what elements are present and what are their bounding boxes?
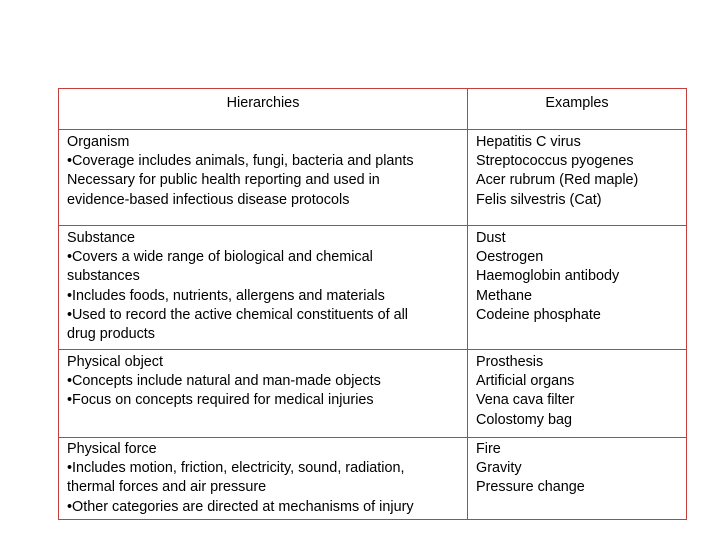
example-item: Vena cava filter xyxy=(476,392,575,409)
hierarchy-cell xyxy=(59,350,468,438)
examples-cell xyxy=(468,350,687,438)
example-item: Oestrogen xyxy=(476,249,544,266)
hierarchy-cell xyxy=(59,226,468,350)
description-line: •Used to record the active chemical constituents of all xyxy=(67,306,408,323)
example-item: Gravity xyxy=(476,460,522,477)
example-item: Fire xyxy=(476,441,501,457)
table-row-substance xyxy=(59,226,687,350)
hierarchy-title: Physical object xyxy=(67,354,163,370)
examples-cell xyxy=(468,226,687,350)
example-item: Felis silvestris (Cat) xyxy=(476,191,602,208)
example-item: Prosthesis xyxy=(476,354,544,370)
hierarchy-cell xyxy=(59,130,468,226)
hierarchy-cell xyxy=(59,438,468,520)
description-line: evidence-based infectious disease protocols xyxy=(67,191,350,208)
description-line: drug products xyxy=(67,326,155,343)
hierarchy-title: Organism xyxy=(67,134,130,150)
description-line: •Includes foods, nutrients, allergens and materials xyxy=(67,287,385,304)
hierarchy-title: Substance xyxy=(67,230,136,246)
examples-cell xyxy=(468,130,687,226)
description-line: •Concepts include natural and man-made objects xyxy=(67,373,381,390)
description-line: •Coverage includes animals, fungi, bacteria and plants xyxy=(67,153,414,170)
example-item: Artificial organs xyxy=(476,373,575,390)
hierarchies-table xyxy=(58,88,687,520)
description-line: thermal forces and air pressure xyxy=(67,479,267,496)
hierarchy-title: Physical force xyxy=(67,441,157,457)
table-row-organism xyxy=(59,130,687,226)
header-examples: Examples xyxy=(468,89,687,130)
table-row-physical-object xyxy=(59,350,687,438)
examples-cell xyxy=(468,438,687,520)
description-line: •Other categories are directed at mechanisms of injury xyxy=(67,498,414,515)
example-item: Codeine phosphate xyxy=(476,306,601,323)
example-item: Hepatitis C virus xyxy=(476,134,581,150)
example-item: Acer rubrum (Red maple) xyxy=(476,172,639,189)
example-item: Methane xyxy=(476,287,533,304)
header-row xyxy=(59,89,687,130)
header-hierarchies: Hierarchies xyxy=(59,89,468,130)
description-line: •Covers a wide range of biological and chemical xyxy=(67,249,373,266)
description-line: substances xyxy=(67,268,140,285)
description-line: •Includes motion, friction, electricity, sound, radiation, xyxy=(67,460,405,477)
example-item: Dust xyxy=(476,230,506,246)
example-item: Colostomy bag xyxy=(476,411,572,428)
description-line: •Focus on concepts required for medical injuries xyxy=(67,392,374,409)
example-item: Haemoglobin antibody xyxy=(476,268,620,285)
table-row-physical-force xyxy=(59,438,687,520)
example-item: Pressure change xyxy=(476,479,585,496)
description-line: Necessary for public health reporting and used in xyxy=(67,172,380,189)
example-item: Streptococcus pyogenes xyxy=(476,153,634,170)
